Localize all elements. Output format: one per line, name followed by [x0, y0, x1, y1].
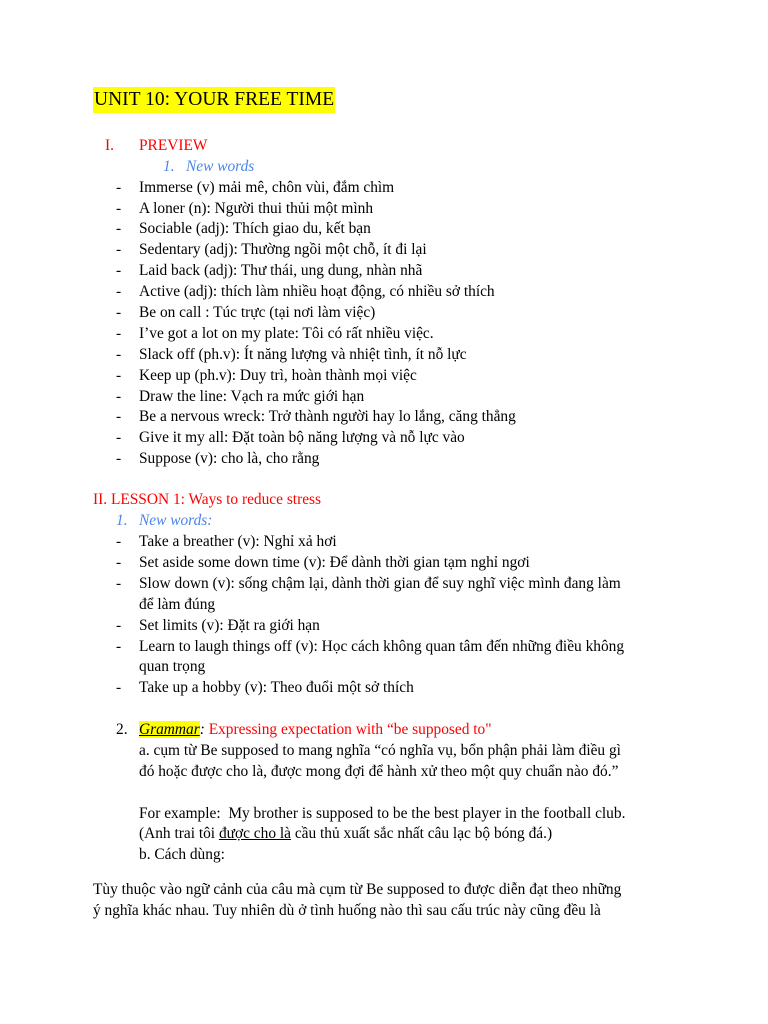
section1-sub-heading: New words [186, 158, 255, 175]
bullet: - [116, 367, 122, 384]
grammar-number: 2. [116, 721, 128, 738]
list-item: Laid back (adj): Thư thái, ung dung, nhàn nhã [139, 262, 423, 279]
bullet: - [116, 679, 122, 696]
section2-heading: II. LESSON 1: Ways to reduce stress [93, 491, 322, 508]
bullet: - [116, 283, 122, 300]
paragraph-line1: Tùy thuộc vào ngữ cảnh của câu mà cụm từ Be supposed to được diễn đạt theo những [93, 881, 622, 898]
translation-post: cầu thủ xuất sắc nhất câu lạc bộ bóng đá.) [290, 825, 553, 842]
list-item: Set limits (v): Đặt ra giới hạn [139, 617, 320, 634]
grammar-a-line1: a. cụm từ Be supposed to mang nghĩa “có nghĩa vụ, bổn phận phải làm điều gì [139, 742, 621, 759]
section1-heading: PREVIEW [139, 137, 208, 154]
grammar-colon: : [199, 721, 205, 738]
bullet: - [116, 408, 122, 425]
list-item: Slow down (v): sống chậm lại, dành thời gian để suy nghĩ việc mình đang làm [139, 575, 621, 592]
section1-sub-number: 1. [163, 158, 175, 175]
grammar-label: Grammar [139, 721, 200, 738]
bullet: - [116, 554, 122, 571]
translation-pre: (Anh trai tôi [139, 825, 219, 842]
bullet: - [116, 617, 122, 634]
bullet: - [116, 325, 122, 342]
list-item: Sociable (adj): Thích giao du, kết bạn [139, 220, 371, 237]
bullet: - [116, 533, 122, 550]
list-item: Give it my all: Đặt toàn bộ năng lượng và nỗ lực vào [139, 429, 465, 446]
bullet: - [116, 220, 122, 237]
bullet: - [116, 429, 122, 446]
paragraph-line2: ý nghĩa khác nhau. Tuy nhiên dù ở tình huống nào thì sau cấu trúc này cũng đều là [93, 902, 601, 919]
bullet: - [116, 346, 122, 363]
bullet: - [116, 304, 122, 321]
list-item: Be on call : Túc trực (tại nơi làm việc) [139, 304, 376, 321]
list-item: A loner (n): Người thui thủi một mình [139, 200, 374, 217]
grammar-heading: Expressing expectation with “be supposed to" [204, 721, 492, 738]
grammar-b-line: b. Cách dùng: [139, 846, 225, 863]
list-item: Keep up (ph.v): Duy trì, hoàn thành mọi việc [139, 367, 417, 384]
list-item: Draw the line: Vạch ra mức giới hạn [139, 388, 365, 405]
list-item: Take up a hobby (v): Theo đuổi một sở thích [139, 679, 414, 696]
section1-numeral: I. [105, 137, 114, 154]
grammar-example: For example: My brother is supposed to be the best player in the football club. [139, 805, 626, 822]
section2-sub-heading: New words: [139, 512, 213, 529]
bullet: - [116, 241, 122, 258]
list-item: Take a breather (v): Nghỉ xả hơi [139, 533, 337, 550]
translation-underlined: được cho là [218, 825, 291, 842]
bullet: - [116, 638, 122, 655]
list-item-continuation: quan trọng [139, 658, 206, 675]
list-item: Suppose (v): cho là, cho rằng [139, 450, 320, 467]
list-item: Slack off (ph.v): Ít năng lượng và nhiệt tình, ít nỗ lực [139, 346, 467, 363]
bullet: - [116, 450, 122, 467]
bullet: - [116, 262, 122, 279]
grammar-a-line2: đó hoặc được cho là, được mong đợi để hành xử theo một quy chuẩn nào đó.” [139, 763, 619, 780]
grammar-translation [139, 823, 552, 844]
list-item: Set aside some down time (v): Để dành thời gian tạm nghỉ ngơi [139, 554, 530, 571]
grammar-heading-line [139, 719, 492, 740]
list-item: I’ve got a lot on my plate: Tôi có rất nhiều việc. [139, 325, 434, 342]
list-item: Active (adj): thích làm nhiều hoạt động, có nhiều sở thích [139, 283, 495, 300]
bullet: - [116, 179, 122, 196]
list-item-continuation: để làm đúng [139, 596, 216, 613]
unit-title: UNIT 10: YOUR FREE TIME [93, 87, 335, 113]
list-item: Immerse (v) mải mê, chôn vùi, đắm chìm [139, 179, 395, 196]
bullet: - [116, 388, 122, 405]
list-item: Learn to laugh things off (v): Học cách không quan tâm đến những điều không [139, 638, 625, 655]
bullet: - [116, 200, 122, 217]
section2-sub-number: 1. [116, 512, 128, 529]
bullet: - [116, 575, 122, 592]
list-item: Be a nervous wreck: Trở thành người hay lo lắng, căng thẳng [139, 408, 516, 425]
list-item: Sedentary (adj): Thường ngồi một chỗ, ít đi lại [139, 241, 427, 258]
